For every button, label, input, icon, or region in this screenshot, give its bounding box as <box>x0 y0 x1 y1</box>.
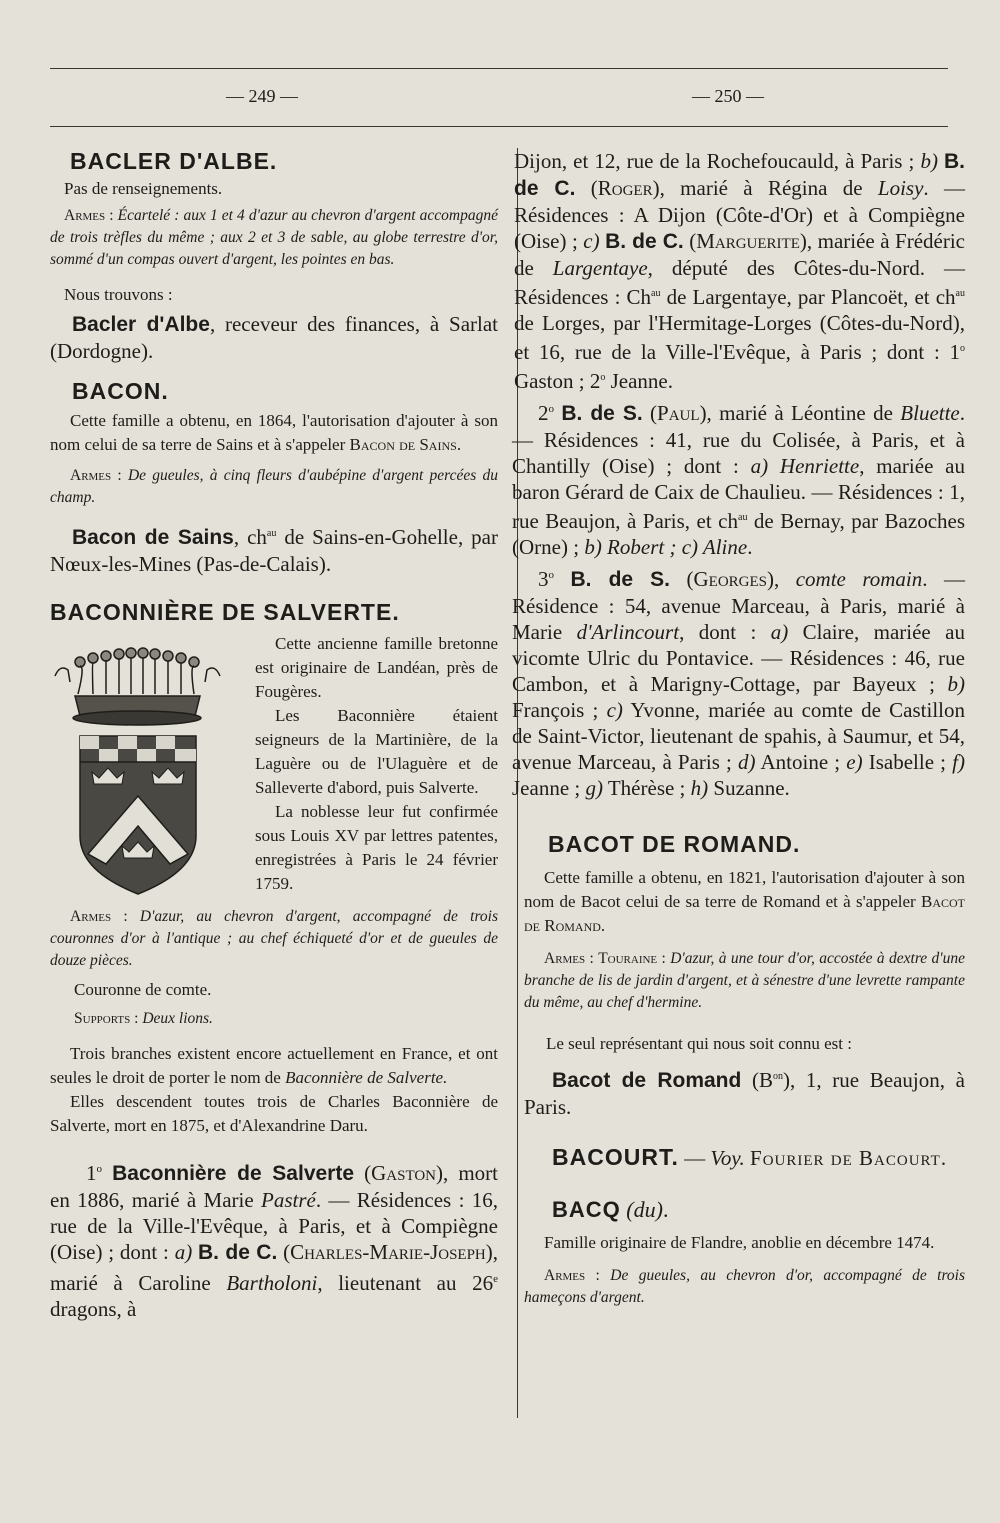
top-rule <box>50 68 948 69</box>
see-also: Voy. <box>710 1146 745 1170</box>
bacq-title: BACQ <box>552 1197 621 1222</box>
superscript: o <box>548 403 554 415</box>
arms-text: Écartelé : aux 1 et 4 d'azur au chevron d'argent accompagné de trois trèfles du même ; aux 2 et 3 de sable, au globe terrestre d'or, sommé d'un compas ouvert d'argent, les pointes en bas. <box>50 207 498 268</box>
entry-text: , receveur des finances, à Sarlat (Dordogne). <box>50 312 499 363</box>
arms-label: Armes <box>70 467 112 484</box>
text: . <box>747 535 753 559</box>
baconniere-p3: La noblesse leur fut confirmée sous Louis XV par lettres patentes, enregistrées à Paris le 24 février 1759. <box>255 802 498 893</box>
text: Claire, mariée au vicomte Ulric du Pontavice. — Résidences : 46, rue Cambon, et à Marigny-Cottage, par Bayeux ; <box>512 620 965 696</box>
text-italic: Baconnière de Salverte. <box>285 1068 448 1087</box>
third-branch <box>512 562 965 801</box>
abbrev-name: B. de C. <box>514 150 965 200</box>
bacot-intro: Le seul représentant qui nous soit connu est : <box>546 1034 852 1053</box>
text: Gaston ; 2 <box>514 369 601 393</box>
given-name: Charles-Marie-Joseph <box>290 1240 486 1264</box>
abbrev-name: B. de C. <box>605 230 684 253</box>
text: ), <box>767 567 796 591</box>
baconniere-arms: Armes : D'azur, au chevron d'argent, accompagné de trois couronnes d'or à l'antique ; au chef échiqueté d'or et de gueules de douze pièces. <box>50 908 498 969</box>
entry-text: , ch <box>233 525 267 549</box>
baconniere-heading: BACONNIÈRE DE SALVERTE. <box>50 599 400 625</box>
spouse-name: Bartholoni <box>226 1271 318 1295</box>
abbrev-name: B. de S. <box>561 402 643 425</box>
given-name: Georges <box>693 567 767 591</box>
arms-label: Armes <box>70 908 112 925</box>
bacon-arms: Armes : De gueules, à cinq fleurs d'aubépine d'argent percées du champ. <box>50 467 498 506</box>
arms-label: Armes <box>64 207 106 224</box>
bacler-intro: Nous trouvons : <box>64 285 173 304</box>
arms-text: D'azur, au chevron d'argent, accompagné de trois couronnes d'or à l'antique ; au chef échiqueté d'or et de gueules de douze pièces. <box>50 908 498 969</box>
given-name: Marguerite <box>696 229 800 253</box>
baconniere-block <box>50 632 498 896</box>
superscript: au <box>738 512 748 523</box>
child-name: a) Henriette <box>750 454 860 478</box>
text: , dont : <box>679 620 771 644</box>
text-end: . <box>940 1146 947 1170</box>
text: Isabelle ; <box>862 750 953 774</box>
text: , lieutenant au 26 <box>317 1271 494 1295</box>
bacot-heading: BACOT DE ROMAND. <box>548 831 801 857</box>
text-end: . <box>456 435 462 454</box>
bacler-heading: BACLER D'ALBE. <box>70 148 278 174</box>
branches-p2: Elles descendent toutes trois de Charles Baconnière de Salverte, mort en 1875, et d'Alexandrine Daru. <box>50 1092 498 1135</box>
letter: g) <box>585 776 603 800</box>
text: Cette famille a obtenu, en 1821, l'autorisation d'ajouter à son nom de Bacot celui de sa terre de Romand et à s'appeler <box>524 868 965 911</box>
supports: Supports : Deux lions. <box>74 1010 213 1027</box>
bacot-entry <box>524 1064 965 1120</box>
text: . — Résidences : 16, rue de la Ville-l'Evêque, à Paris, et à Compiègne (Oise) ; dont : <box>50 1188 498 1264</box>
text: ( <box>683 229 697 253</box>
text: . — Résidences : 41, rue du Colisée, à Paris, et à Chantilly (Oise) ; dont : <box>512 401 966 478</box>
letter: f) <box>952 750 965 774</box>
spouse-name: Bluette <box>900 401 960 425</box>
baconniere-p2: Les Baconnière étaient seigneurs de la Martinière, de la Laguère ou de l'Ulaguère et de Salleverte d'abord, puis Salverte. <box>255 706 498 797</box>
bacon-heading: BACON. <box>72 378 169 404</box>
letter: a) <box>770 620 789 644</box>
letter: b) <box>947 672 965 696</box>
text: Jeanne ; <box>512 776 586 800</box>
bacourt-entry <box>524 1144 965 1171</box>
arms-text: De gueules, à cinq fleurs d'aubépine d'argent percées du champ. <box>50 467 498 506</box>
particle: (du) <box>626 1197 663 1222</box>
page-number-left: — 249 — <box>226 86 298 106</box>
first-branch: 1$^o$ Baconnière de Salverte (Gaston), mort en 1886, marié à Marie Pastré. — Résidences : 16, rue de la Ville-l'Evêque, à Paris, et à Compiègne (Oise) ; dont : a) B. de C. (Charles-Marie-Joseph), marié à Caroline Bartholoni, lieutenant au 26e dragons, à <box>50 1161 499 1321</box>
couronne: Couronne de comte. <box>74 980 212 999</box>
text-end: . <box>600 916 606 935</box>
coat-of-arms-image <box>30 636 245 906</box>
second-branch <box>512 396 965 560</box>
text: (B <box>741 1068 773 1092</box>
text: Cette famille a obtenu, en 1864, l'autorisation d'ajouter à son nom celui de sa terre de Sains et à s'appeler <box>50 411 498 454</box>
text: ( <box>277 1240 291 1264</box>
family-name: Bacler d'Albe <box>72 313 210 336</box>
superscript: o <box>960 343 965 354</box>
text: de Lorges, par l'Hermitage-Lorges (Côtes-du-Nord), et 16, rue de la Ville-l'Evêque, à Paris ; dont : 1 <box>514 311 965 364</box>
letter: b) <box>920 149 938 173</box>
bacler-arms: Armes : Écartelé : aux 1 et 4 d'azur au chevron d'argent accompagné de trois trèfles du même ; aux 2 et 3 de sable, au globe terrestre d'or, sommé d'un compas ouvert d'argent, les pointes en bas. <box>50 207 498 268</box>
letter: d) <box>738 750 756 774</box>
bacler-entry <box>50 311 498 364</box>
text-sc: Bacot de Romand <box>524 892 965 935</box>
given-name: Roger <box>597 176 653 200</box>
text: ), mort en 1886, marié à Marie <box>50 1161 499 1212</box>
bacq-text: Famille originaire de Flandre, anoblie en décembre 1474. <box>544 1233 935 1252</box>
superscript: au <box>651 288 661 299</box>
abbrev-name: B. de S. <box>570 568 670 591</box>
title: comte romain <box>795 567 923 591</box>
text: ), marié à Caroline <box>50 1240 499 1295</box>
supports-text: Deux lions. <box>142 1010 213 1027</box>
arms-label: Armes <box>544 1267 586 1284</box>
text: Dijon, et 12, rue de la Rochefoucauld, à Paris ; <box>514 149 921 173</box>
text: ( <box>575 176 598 200</box>
text: de Largentaye, par Plancoët, et ch <box>660 285 956 309</box>
abbrev-name: B. de C. <box>198 1241 278 1264</box>
ordinal: 3 <box>538 567 549 591</box>
cross-reference: Fourier de Bacourt <box>750 1146 941 1170</box>
family-name: Baconnière de Salverte <box>112 1162 355 1185</box>
spouse-name: Pastré <box>261 1188 316 1212</box>
arms-text: D'azur, à une tour d'or, accostée à dextre d'une branche de lis de jardin d'argent, et à sénestre d'une levrette rampante du même, au chef d'hermine. <box>524 950 965 1011</box>
superscript: e <box>493 1273 498 1285</box>
child-name: b) Robert ; c) Aline <box>584 535 748 559</box>
arms-text: De gueules, au chevron d'or, accompagné de trois hameçons d'argent. <box>524 1267 965 1306</box>
given-name: Paul <box>657 401 700 425</box>
text: , mariée au baron Gérard de Caix de Chaulieu. — Résidences : 1, rue Beaujon, à Paris, et ch <box>512 454 965 533</box>
bacq-heading <box>552 1197 965 1223</box>
text: ), marié à Léontine de <box>699 401 901 425</box>
letter: c) <box>606 698 623 722</box>
family-name: Bacot de Romand <box>552 1069 742 1092</box>
text: ), 1, rue Beaujon, à Paris. <box>524 1068 965 1119</box>
bacq-arms: Armes : De gueules, au chevron d'or, accompagné de trois hameçons d'argent. <box>524 1267 965 1306</box>
text: dragons, à <box>50 1297 137 1321</box>
bacon-text <box>50 409 498 457</box>
superscript: o <box>548 569 554 581</box>
arms-region: Touraine <box>598 950 658 967</box>
entry-text: de Sains-en-Gohelle, par Nœux-les-Mines (Pas-de-Calais). <box>50 525 498 576</box>
header-rule <box>50 126 948 127</box>
spouse-name: Largentaye <box>552 256 648 280</box>
text: Jeanne. <box>605 369 673 393</box>
family-name: Bacon de Sains <box>72 526 234 549</box>
text: ), marié à Régina de <box>652 176 878 200</box>
superscript: o <box>96 1163 102 1175</box>
ordinal: 2 <box>538 401 549 425</box>
text: ( <box>642 401 658 425</box>
text: ( <box>670 567 694 591</box>
baconniere-p1: Cette ancienne famille bretonne est originaire de Landéan, près de Fougères. <box>255 634 498 701</box>
text: . — Résidence : 54, avenue Marceau, à Paris, marié à Marie <box>512 567 966 644</box>
given-name: Gaston <box>371 1161 437 1185</box>
left-column <box>50 148 498 1322</box>
branches-p1 <box>50 1042 498 1090</box>
supports-label: Supports <box>74 1010 131 1027</box>
text-end: . <box>662 1197 669 1222</box>
spouse-name: d'Arlincourt <box>576 620 680 644</box>
text: . — Résidences : A Dijon (Côte-d'Or) et à Compiègne (Oise) ; <box>514 176 965 253</box>
text: , député des Côtes-du-Nord. — Résidences : Ch <box>514 256 965 309</box>
letter: h) <box>690 776 709 800</box>
arms-label: Armes <box>544 950 586 967</box>
right-column <box>512 148 965 1309</box>
superscript: au <box>955 288 965 299</box>
text: ), mariée à Frédéric de <box>514 229 965 280</box>
page-number-right: — 250 — <box>692 86 764 106</box>
ordinal: 1 <box>86 1161 97 1185</box>
text: Suzanne. <box>708 776 790 800</box>
text: Yvonne, mariée au comte de Castillon de Saint-Victor, lieutenant de spahis, à Saumur, et 54, avenue Marceau, à Paris ; <box>512 698 965 774</box>
superscript: o <box>600 372 606 383</box>
superscript: au <box>266 528 277 539</box>
spouse-name: Loisy <box>877 176 924 200</box>
text: Thérèse ; <box>602 776 691 800</box>
text-sc: Bacon de Sains <box>349 435 457 454</box>
dash: — <box>678 1146 711 1170</box>
superscript: on <box>773 1071 783 1082</box>
letter: c) <box>583 229 600 253</box>
sains-entry <box>50 521 498 577</box>
continuation <box>514 148 965 394</box>
text: de Bernay, par Bazoches (Orne) ; <box>512 509 966 559</box>
bacot-arms: Armes : Touraine : D'azur, à une tour d'or, accostée à dextre d'une branche de lis de jardin d'argent, et à sénestre d'une levrette rampante du même, au chef d'hermine. <box>524 950 965 1011</box>
letter: e) <box>846 750 863 774</box>
bacourt-heading: BACOURT. <box>552 1144 679 1170</box>
bacot-text <box>524 866 965 938</box>
text: Antoine ; <box>755 750 847 774</box>
bacler-info: Pas de renseignements. <box>64 179 223 198</box>
letter: a) <box>174 1240 193 1264</box>
text: Trois branches existent encore actuellement en France, et ont seules le droit de porter le nom de <box>50 1044 498 1087</box>
text: François ; <box>512 698 607 722</box>
